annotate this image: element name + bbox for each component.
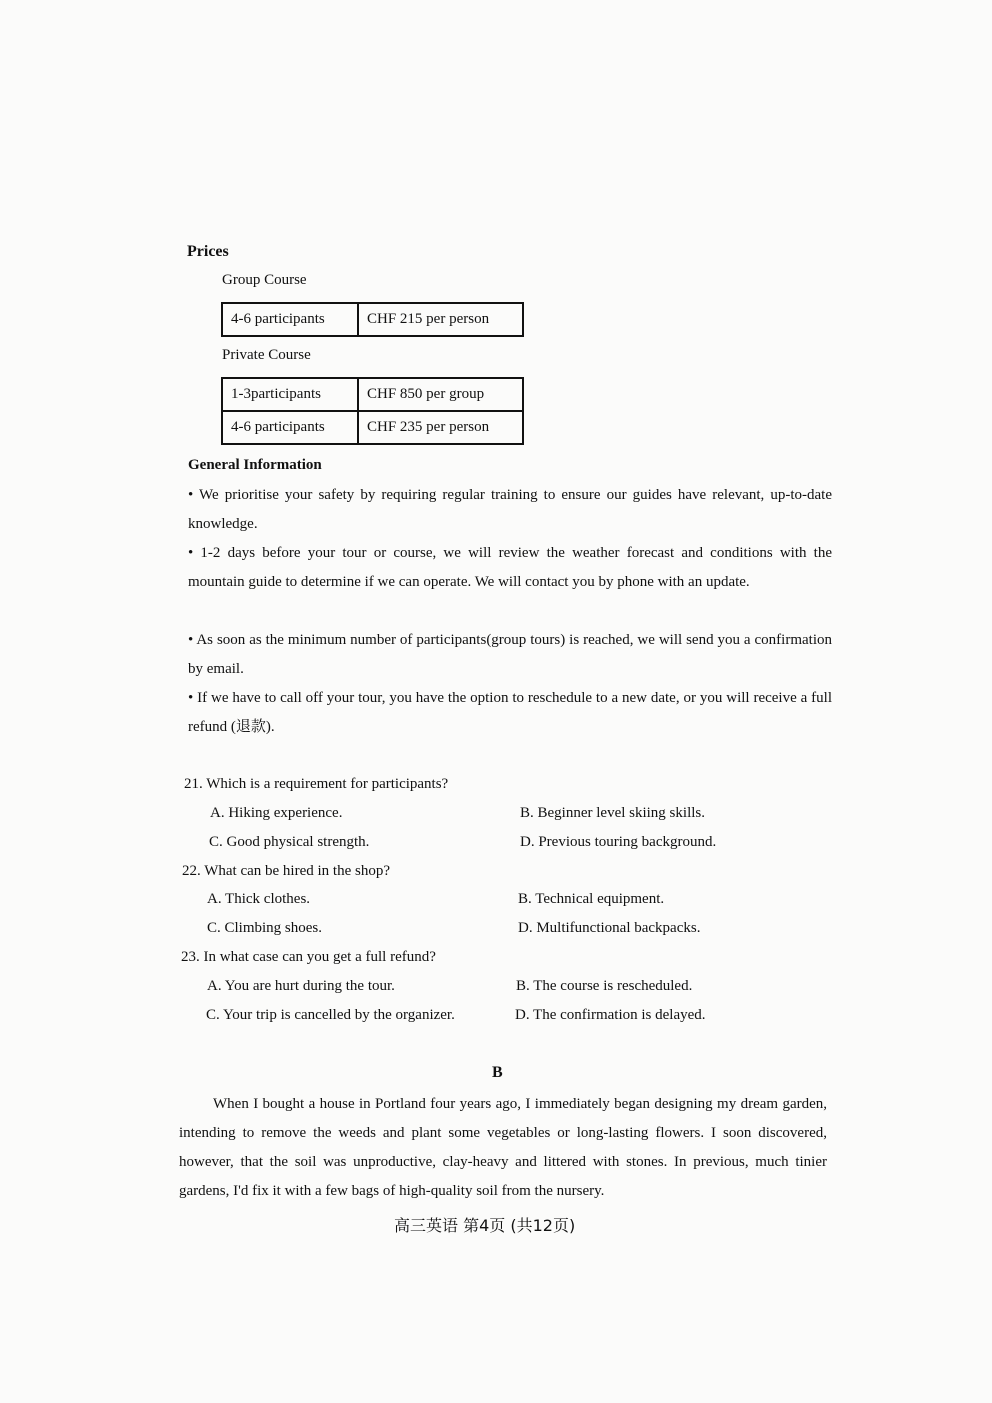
page-footer: 高三英语 第4页 (共12页): [394, 1216, 576, 1235]
answer-option: B. Technical equipment.: [518, 891, 665, 907]
section-b-paragraph: When I bought a house in Portland four years ago, I immediately began designing my dream garden, intending to remove the weeds and plant some vegetables or long-lasting flowers. I soon discovered, however, that the soil was unproductive, clay-heavy and littered with stones. In previous, much tinier gardens, I'd fix it with a few bags of high-quality soil from the nursery.: [179, 1096, 827, 1199]
price-cell: CHF 215 per person: [358, 303, 523, 336]
info-bullet: • If we have to call off your tour, you have the option to reschedule to a new date, or you will receive a full refund (退款).: [188, 690, 832, 735]
answer-option: A. Thick clothes.: [207, 891, 311, 907]
answer-option: C. Your trip is cancelled by the organizer.: [206, 1007, 455, 1023]
price-cell: CHF 850 per group: [358, 378, 523, 411]
question-stem: 23. In what case can you get a full refund?: [181, 949, 436, 965]
info-bullet: • As soon as the minimum number of participants(group tours) is reached, we will send you a confirmation by email.: [188, 632, 832, 677]
answer-option: C. Climbing shoes.: [207, 920, 323, 936]
price-cell: CHF 235 per person: [358, 411, 523, 444]
answer-option: D. Multifunctional backpacks.: [518, 920, 701, 936]
table-row: [222, 378, 523, 411]
info-bullet: • We prioritise your safety by requiring regular training to ensure our guides have relevant, up-to-date knowledge.: [188, 487, 832, 532]
question-stem: 21. Which is a requirement for participants?: [184, 776, 449, 792]
answer-option: C. Good physical strength.: [209, 834, 370, 850]
answer-option: A. You are hurt during the tour.: [207, 978, 395, 994]
table-row: [222, 411, 523, 444]
participants-cell: 1-3participants: [222, 378, 358, 411]
general-info-heading: General Information: [188, 457, 322, 473]
answer-option: B. The course is rescheduled.: [516, 978, 693, 994]
section-b-heading: B: [492, 1064, 503, 1081]
participants-cell: 4-6 participants: [222, 411, 358, 444]
private-course-table: [221, 377, 524, 445]
answer-option: B. Beginner level skiing skills.: [520, 805, 705, 821]
prices-heading: Prices: [187, 243, 229, 260]
answer-option: D. Previous touring background.: [520, 834, 717, 850]
info-bullet: • 1-2 days before your tour or course, we will review the weather forecast and conditions with the mountain guide to determine if we can operate. We will contact you by phone with an update.: [188, 545, 832, 590]
group-course-title: Group Course: [222, 272, 307, 288]
question-stem: 22. What can be hired in the shop?: [182, 863, 390, 879]
group-course-table: [221, 302, 524, 337]
private-course-title: Private Course: [222, 347, 311, 363]
answer-option: D. The confirmation is delayed.: [515, 1007, 706, 1023]
answer-option: A. Hiking experience.: [210, 805, 343, 821]
table-row: [222, 303, 523, 336]
participants-cell: 4-6 participants: [222, 303, 358, 336]
